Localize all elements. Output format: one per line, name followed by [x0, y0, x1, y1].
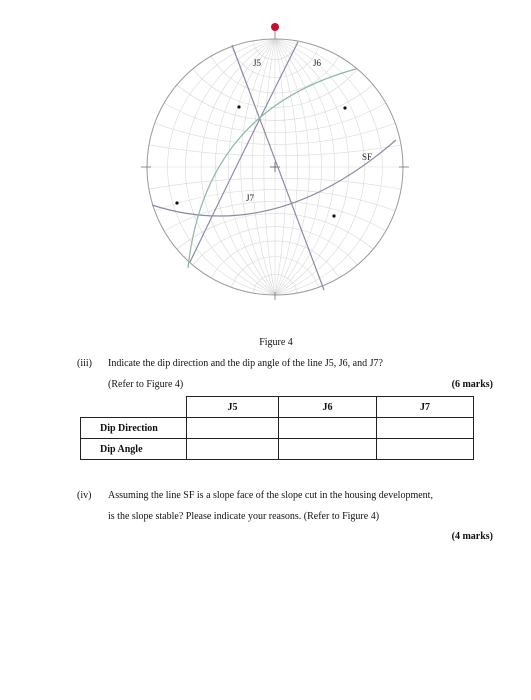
grid-small-circle — [0, 0, 531, 144]
pole-dot — [237, 105, 240, 108]
figure-caption: Figure 4 — [259, 337, 293, 348]
table-header-j5: J5 — [187, 397, 279, 418]
row-label-dip-direction: Dip Direction — [81, 418, 187, 439]
table-header-j7: J7 — [377, 397, 474, 418]
grid-great-circle — [0, 0, 298, 310]
table-row — [81, 418, 474, 439]
stereonet-grid — [0, 0, 531, 310]
label-j7: J7 — [246, 193, 255, 203]
answer-cell[interactable] — [187, 439, 279, 460]
grid-great-circle — [215, 0, 531, 310]
stereonet-figure — [0, 0, 531, 310]
table-header-j6: J6 — [279, 397, 377, 418]
grid-small-circle — [0, 178, 531, 310]
question-iv-number: (iv) — [77, 490, 92, 501]
question-iv-text-line1: Assuming the line SF is a slope face of the slope cut in the housing development, — [108, 490, 433, 501]
question-iii-marks: (6 marks) — [451, 379, 493, 390]
pole-dot — [175, 201, 178, 204]
answer-cell[interactable] — [279, 418, 377, 439]
label-j5: J5 — [253, 58, 262, 68]
question-iii-number: (iii) — [77, 358, 92, 369]
question-iii-text: Indicate the dip direction and the dip angle of the line J5, J6, and J7? — [108, 358, 383, 369]
answer-cell[interactable] — [377, 418, 474, 439]
answer-cell[interactable] — [187, 418, 279, 439]
label-j6: J6 — [313, 58, 322, 68]
table-corner-cell — [81, 397, 187, 418]
row-label-dip-angle: Dip Angle — [81, 439, 187, 460]
great-circle-j6 — [190, 42, 298, 262]
table-header-row — [81, 397, 474, 418]
question-iv-marks: (4 marks) — [451, 531, 493, 542]
pole-dot — [332, 214, 335, 217]
grid-great-circle — [241, 0, 531, 310]
answer-cell[interactable] — [377, 439, 474, 460]
grid-great-circle — [252, 0, 531, 310]
grid-small-circle — [0, 190, 531, 310]
question-iv-text-line2: is the slope stable? Please indicate your reasons. (Refer to Figure 4) — [108, 511, 380, 522]
table-row — [81, 439, 474, 460]
grid-great-circle — [1, 0, 335, 310]
north-marker-dot — [271, 23, 279, 31]
answer-table — [80, 396, 474, 460]
label-sf: SF — [362, 152, 373, 162]
answer-cell[interactable] — [279, 439, 377, 460]
pole-dot — [343, 106, 346, 109]
question-iii-reference: (Refer to Figure 4) — [108, 379, 184, 390]
